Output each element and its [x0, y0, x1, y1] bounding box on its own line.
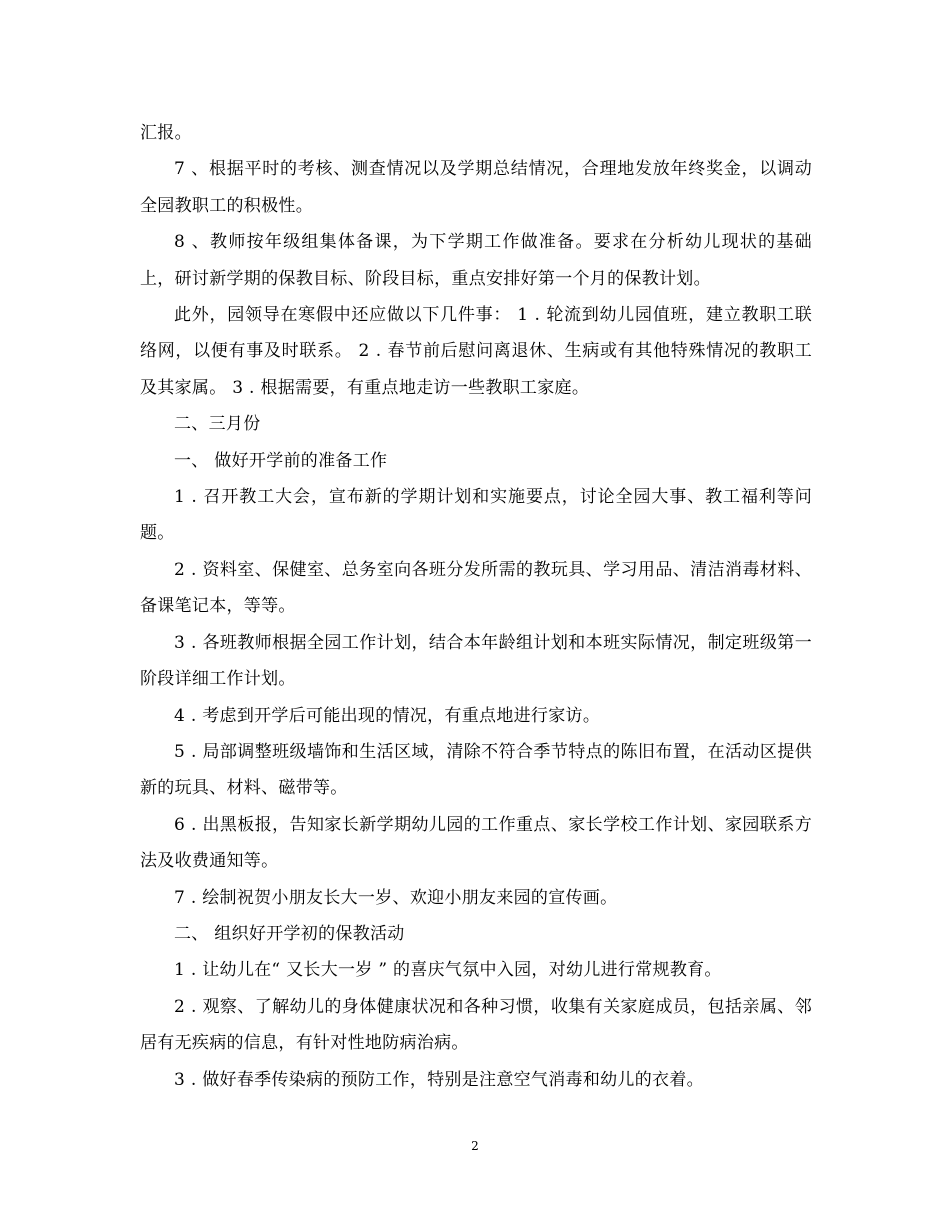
document-body: [140, 115, 812, 1098]
activity-item-3: 3 . 做好春季传染病的预防工作，特别是注意空气消毒和幼儿的衣着。: [174, 1069, 704, 1090]
subsection-heading-activities: 二、 组织好开学初的保教活动: [174, 923, 405, 944]
preparation-item-7: 7 . 绘制祝贺小朋友长大一岁、欢迎小朋友来园的宣传画。: [174, 887, 618, 908]
paragraph-winter-break-tasks: 此外，园领导在寒假中还应做以下几件事： 1 . 轮流到幼儿园值班，建立教职工联络网，以便有事及时联系。 2 . 春节前后慰问离退休、生病或有其他特殊情况的教职工及其家属。 3 . 根据需要，有重点地走访一些教职工家庭。: [140, 305, 812, 398]
paragraph-item-8-lesson-prep: 8 、教师按年级组集体备课，为下学期工作做准备。要求在分析幼儿现状的基础上，研讨新学期的保教目标、阶段目标，重点安排好第一个月的保教计划。: [140, 232, 812, 289]
activity-item-2: 2 . 观察、了解幼儿的身体健康状况和各种习惯，收集有关家庭成员，包括亲属、邻居有无疾病的信息，有针对性地防病治病。: [140, 996, 812, 1054]
preparation-item-6: 6 . 出黑板报，告知家长新学期幼儿园的工作重点、家长学校工作计划、家园联系方法及收费通知等。: [140, 814, 812, 872]
preparation-item-4: 4 . 考虑到开学后可能出现的情况，有重点地进行家访。: [174, 705, 601, 726]
preparation-item-5: 5 . 局部调整班级墙饰和生活区域，清除不符合季节特点的陈旧布置，在活动区提供新的玩具、材料、磁带等。: [140, 741, 812, 799]
paragraph-item-7-bonus: 7 、根据平时的考核、测查情况以及学期总结情况，合理地发放年终奖金，以调动全园教职工的积极性。: [140, 159, 812, 216]
subsection-heading-preparation: 一、 做好开学前的准备工作: [174, 450, 388, 471]
preparation-item-2: 2 . 资料室、保健室、总务室向各班分发所需的教玩具、学习用品、清洁消毒材料、备课笔记本，等等。: [140, 559, 812, 617]
activity-item-1: 1 . 让幼儿在“ 又长大一岁 ” 的喜庆气氛中入园，对幼儿进行常规教育。: [174, 960, 722, 981]
section-heading-march: 二、三月份: [174, 414, 261, 435]
page-number: 2: [471, 1139, 479, 1153]
paragraph-continuation: 汇报。: [140, 123, 192, 143]
preparation-item-1: 1 . 召开教工大会，宣布新的学期计划和实施要点，讨论全园大事、教工福利等问题。: [140, 487, 812, 544]
preparation-item-3: 3 . 各班教师根据全园工作计划，结合本年龄组计划和本班实际情况，制定班级第一阶段详细工作计划。: [140, 632, 812, 690]
